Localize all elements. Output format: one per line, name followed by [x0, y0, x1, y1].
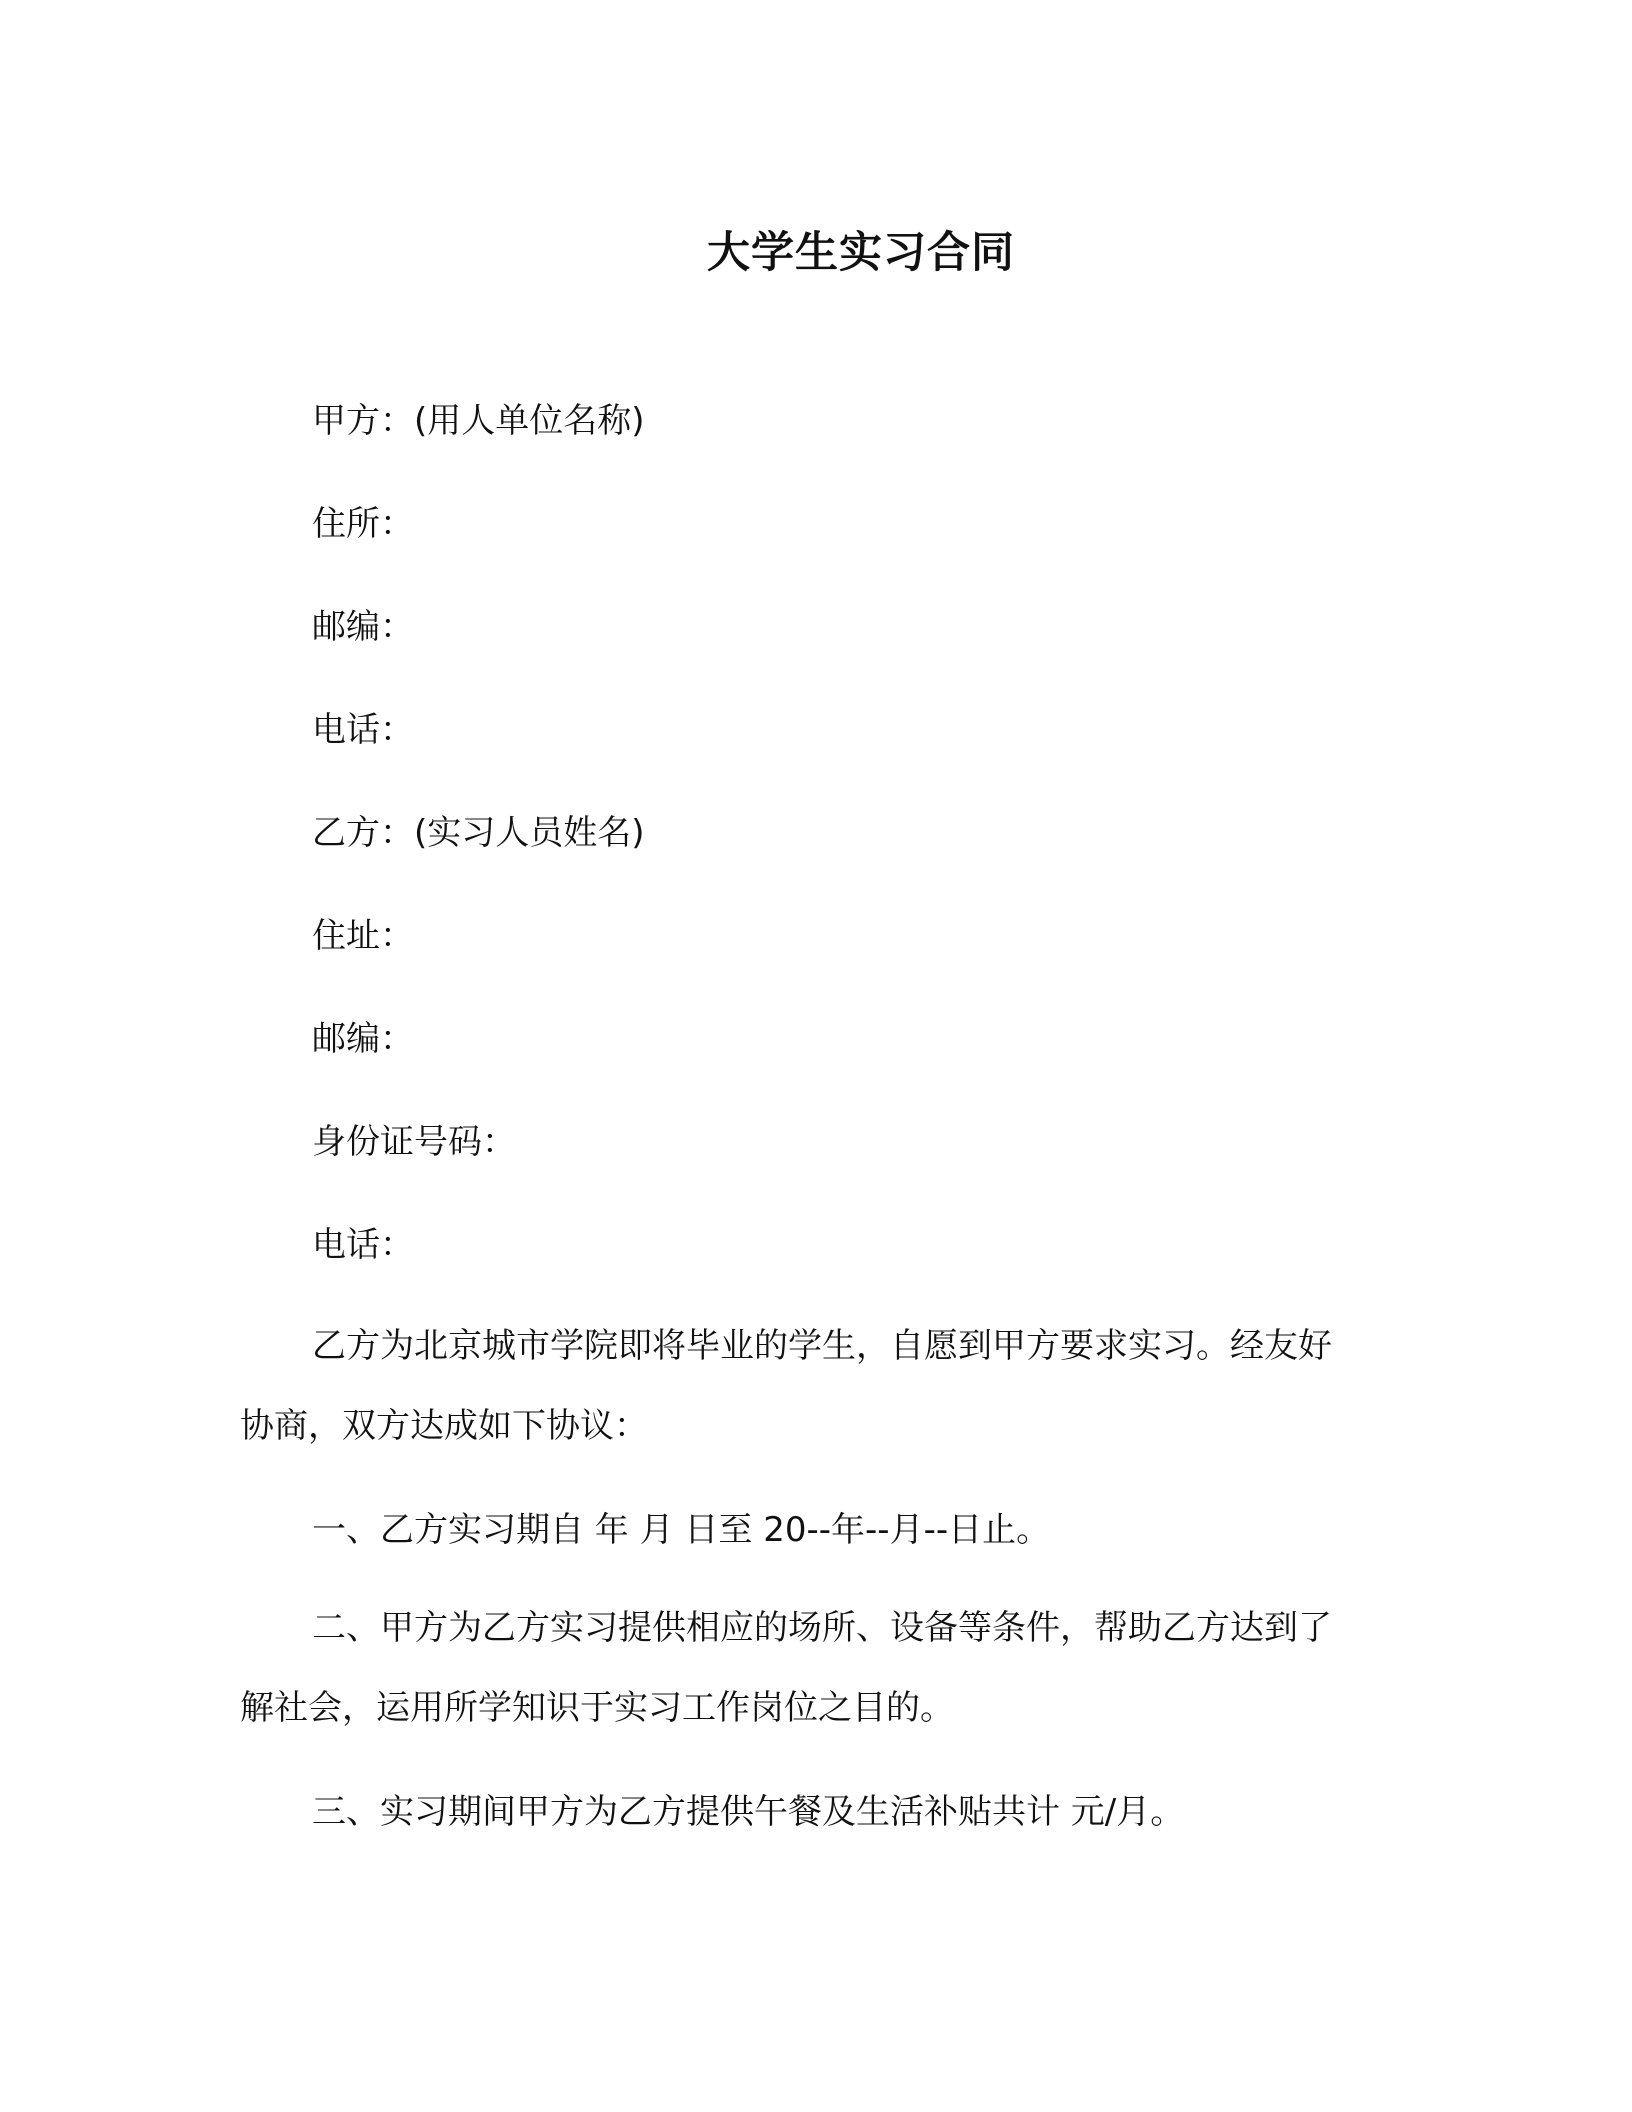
intro-paragraph: 乙方为北京城市学院即将毕业的学生，自愿到甲方要求实习。经友好协商，双方达成如下协议：	[240, 1326, 1332, 1446]
clause-3-paragraph: 三、实习期间甲方为乙方提供午餐及生活补贴共计 元/月。	[312, 1792, 1185, 1832]
party-a-phone-field: 电话：	[312, 710, 414, 750]
party-b-name-field: 乙方：(实习人员姓名)	[312, 813, 645, 853]
party-b-phone-field: 电话：	[312, 1225, 414, 1265]
party-b-postcode-field: 邮编：	[312, 1019, 414, 1059]
document-title: 大学生实习合同	[707, 228, 1015, 278]
party-a-postcode-field: 邮编：	[312, 607, 414, 647]
party-a-name-field: 甲方：(用人单位名称)	[312, 401, 645, 441]
clause-1-paragraph: 一、乙方实习期自 年 月 日至 20--年--月--日止。	[312, 1510, 1051, 1550]
party-b-id-number-field: 身份证号码：	[312, 1122, 516, 1162]
party-b-address-field: 住址：	[312, 916, 414, 956]
party-a-residence-field: 住所：	[312, 504, 414, 544]
clause-2-paragraph: 二、甲方为乙方实习提供相应的场所、设备等条件，帮助乙方达到了解社会，运用所学知识于实习工作岗位之目的。	[240, 1608, 1332, 1728]
